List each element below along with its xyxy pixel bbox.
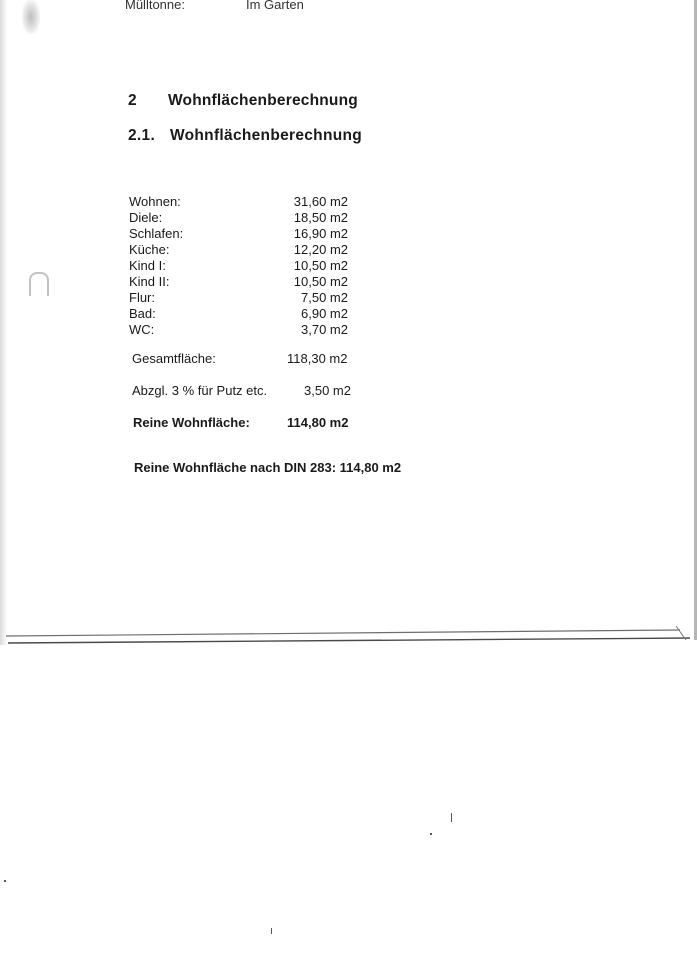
scan-smudge	[22, 0, 40, 34]
scan-speck	[430, 833, 432, 835]
section-title-text: Wohnflächenberechnung	[168, 92, 358, 109]
room-name: Kind II:	[129, 274, 170, 289]
net-area-label: Reine Wohnfläche:	[133, 415, 250, 430]
scan-shadow-left	[0, 0, 8, 645]
room-name: Diele:	[129, 210, 163, 225]
room-name: Schlafen:	[129, 226, 184, 241]
subsection-heading	[128, 127, 362, 145]
total-label: Gesamtfläche:	[132, 351, 216, 366]
din-statement: Reine Wohnfläche nach DIN 283: 114,80 m2	[134, 460, 402, 475]
section-number: 2	[128, 92, 137, 109]
room-name: Kind I:	[129, 258, 166, 273]
room-area: 7,50 m2	[301, 290, 348, 305]
room-area: 16,90 m2	[293, 226, 348, 241]
room-name: Flur:	[129, 290, 155, 305]
header-value: Im Garten	[246, 0, 304, 12]
subsection-number: 2.1.	[128, 127, 156, 144]
scan-speck	[271, 928, 272, 934]
total-value: 118,30 m2	[287, 351, 348, 366]
scan-speck	[4, 880, 6, 882]
section-heading	[128, 92, 358, 110]
room-area: 6,90 m2	[301, 306, 348, 321]
room-name: Bad:	[129, 306, 156, 321]
scan-speck	[451, 813, 452, 822]
room-name: Wohnen:	[129, 194, 181, 209]
punch-hole-mark	[29, 272, 49, 296]
room-name: WC:	[129, 322, 155, 337]
page-edge-lines	[0, 622, 697, 652]
room-area: 31,60 m2	[293, 194, 348, 209]
deduction-value: 3,50 m2	[304, 383, 351, 398]
deduction-label: Abzgl. 3 % für Putz etc.	[132, 383, 268, 398]
header-label: Mülltonne:	[125, 0, 185, 12]
room-area: 3,70 m2	[301, 322, 348, 337]
net-area-value: 114,80 m2	[287, 415, 349, 430]
room-area: 12,20 m2	[293, 242, 348, 257]
room-area: 18,50 m2	[293, 210, 348, 225]
room-area: 10,50 m2	[293, 258, 348, 273]
room-name: Küche:	[129, 242, 170, 257]
subsection-title-text: Wohnflächenberechnung	[170, 127, 363, 144]
room-area: 10,50 m2	[293, 274, 348, 289]
